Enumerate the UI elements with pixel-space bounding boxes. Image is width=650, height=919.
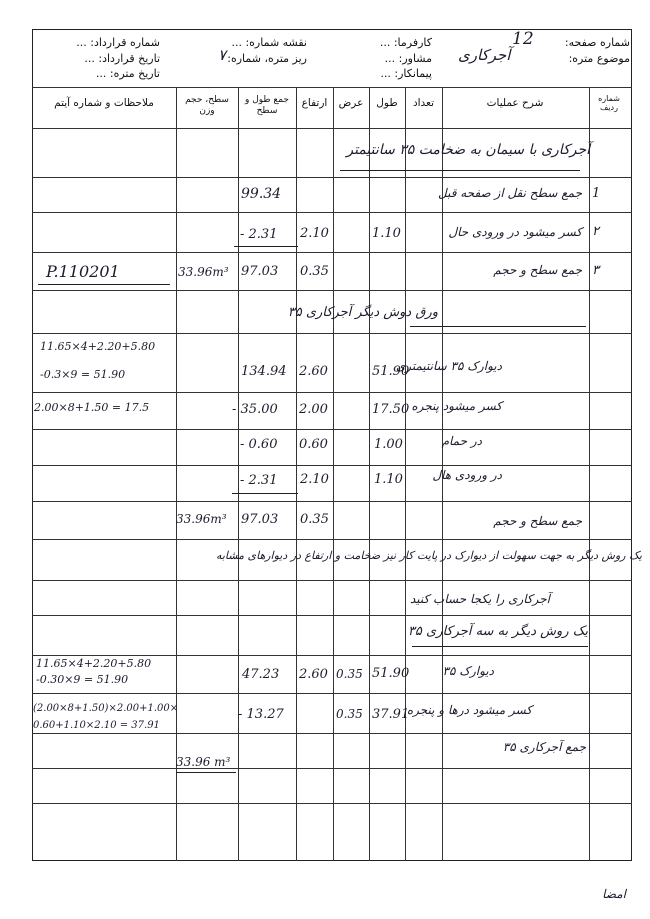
row-5-height: 2.00 <box>299 402 328 417</box>
row-line <box>32 333 632 334</box>
row-3-item-code: P.110201 <box>46 262 120 281</box>
row-line <box>32 429 632 430</box>
section-title-2: ورق دوش دیگر آجرکاری ۳۵ <box>287 305 438 320</box>
col-line-height <box>296 87 297 861</box>
row-line <box>32 252 632 253</box>
calc-4-line-2: 0.60+1.10×2.10 = 37.91 <box>33 720 160 731</box>
row-7-length: 1.10 <box>374 472 403 487</box>
detail-number-label: ریز متره، شماره: <box>227 52 307 65</box>
col-line-row-no <box>589 87 590 861</box>
row-8-volume: 33.96m³ <box>176 512 227 526</box>
row-2-length: 1.10 <box>372 226 401 241</box>
row-line <box>32 212 632 213</box>
row-9-sum: 47.23 <box>242 667 280 682</box>
title-underline <box>340 170 580 171</box>
row-line <box>32 733 632 734</box>
row-line <box>32 177 632 178</box>
row-line <box>32 803 632 804</box>
column-header-divider <box>32 128 632 129</box>
topic-label: موضوع متره: <box>568 52 630 65</box>
row-line <box>32 501 632 502</box>
row-line <box>32 693 632 694</box>
volume-underline <box>176 772 236 773</box>
row-line <box>32 655 632 656</box>
row-4-length: 51.90 <box>372 364 410 379</box>
col-line-count <box>405 87 406 861</box>
sum-underline <box>234 246 298 247</box>
title-underline <box>412 646 588 647</box>
row-line <box>32 539 632 540</box>
header-divider <box>32 87 632 88</box>
row-4-description: دیوارک ۳۵ سانتیمتری <box>395 359 502 373</box>
col-length: طول <box>376 97 398 109</box>
consultant-field: مشاور: ... <box>384 52 432 65</box>
row-8-description: جمع سطح و حجم <box>493 514 582 528</box>
row-5-length: 17.50 <box>372 402 410 417</box>
row-6-description: در حمام <box>441 434 482 448</box>
map-number-field: نقشه شماره: ... <box>231 36 307 49</box>
row-9-height: 2.60 <box>299 667 328 682</box>
row-10-sum: - 13.27 <box>238 707 284 722</box>
row-6-sum: - 0.60 <box>240 437 278 452</box>
calc-3-line-2: -0.30×9 = 51.90 <box>36 673 129 686</box>
signature-scribble: امضا <box>602 887 626 901</box>
row-11-volume: 33.96 m³ <box>176 755 231 769</box>
row-5-sum: - 35.00 <box>232 402 278 417</box>
col-description: شرح عملیات <box>486 97 544 109</box>
row-7-height: 2.10 <box>300 472 329 487</box>
row-10-width: 0.35 <box>336 707 363 721</box>
row-3-number: ۳ <box>592 263 599 278</box>
section-title-1: آجرکاری با سیمان به ضخامت ۳۵ سانتیمتر <box>346 142 590 158</box>
measure-date-field: تاریخ متره: ... <box>95 67 160 80</box>
col-notes: ملاحظات و شماره آیتم <box>54 97 154 109</box>
col-area-volume-weight: سطح، حجم وزن <box>185 95 229 116</box>
col-sum-length-area: جمع طول و سطح <box>245 95 289 116</box>
row-3-description: جمع سطح و حجم <box>493 263 582 277</box>
col-count: تعداد <box>412 97 435 109</box>
calc-1-line-2: -0.3×9 = 51.90 <box>40 368 126 381</box>
row-2-number: ۲ <box>592 224 599 239</box>
col-height: ارتفاع <box>301 97 328 109</box>
col-line-length <box>369 87 370 861</box>
row-8-width: 0.35 <box>300 512 329 527</box>
col-line-sum <box>238 87 239 861</box>
row-line <box>32 615 632 616</box>
row-5-description: کسر میشود پنجره <box>411 399 502 413</box>
sum-underline <box>232 493 298 494</box>
row-4-sum: 134.94 <box>241 364 287 379</box>
row-line <box>32 465 632 466</box>
contract-date-field: تاریخ قرارداد: ... <box>84 52 160 65</box>
row-1-sum: 99.34 <box>241 186 282 202</box>
row-3-width: 0.35 <box>300 264 329 279</box>
employer-field: کارفرما: ... <box>379 36 432 49</box>
row-9-length: 51.90 <box>372 666 410 681</box>
row-2-sum: - 2.31 <box>240 227 278 242</box>
row-10-length: 37.91 <box>372 707 410 722</box>
title-underline <box>410 326 586 327</box>
note-line-2: آجرکاری را یکجا حساب کنید <box>409 592 550 606</box>
topic-value: آجرکاری <box>458 46 511 64</box>
row-9-description: دیوارک ۳۵ <box>442 664 494 678</box>
row-3-sum: 97.03 <box>241 264 279 279</box>
row-11-description: جمع آجرکاری ۳۵ <box>502 740 586 754</box>
row-7-sum: - 2.31 <box>240 473 278 488</box>
contract-number-field: شماره قرارداد: ... <box>76 36 160 49</box>
row-10-description: کسر میشود درها و پنجره <box>406 703 532 717</box>
calc-4-line-1: (2.00×8+1.50)×2.00+1.00× <box>33 703 179 714</box>
contractor-field: پیمانکار: ... <box>380 67 432 80</box>
sheet-number-value: 12 <box>512 29 534 49</box>
row-6-length: 1.00 <box>374 437 403 452</box>
row-9-width: 0.35 <box>336 667 363 681</box>
row-2-height: 2.10 <box>300 226 329 241</box>
item-code-underline <box>38 284 170 285</box>
detail-number-value: ۷ <box>218 46 227 64</box>
calc-2: 2.00×8+1.50 = 17.5 <box>34 401 150 414</box>
section-title-3: یک روش دیگر به سه آجرکاری ۳۵ <box>407 624 588 639</box>
row-4-height: 2.60 <box>299 364 328 379</box>
col-width: عرض <box>338 97 364 109</box>
calc-1-line-1: 11.65×4+2.20+5.80 <box>40 340 156 353</box>
col-row-number: شماره ردیف <box>598 94 620 112</box>
col-line-width <box>333 87 334 861</box>
row-3-volume: 33.96m³ <box>178 265 229 279</box>
sheet-number-label: شماره صفحه: <box>564 36 630 49</box>
row-2-description: کسر میشود در ورودی حال <box>448 225 582 239</box>
col-line-volume <box>176 87 177 861</box>
row-7-description: در ورودی هال <box>432 468 502 482</box>
calc-3-line-1: 11.65×4+2.20+5.80 <box>36 657 152 670</box>
note-line-1: یک روش دیگر به جهت سهولت از دیوارک در پایت کار نیز ضخامت و ارتفاع در دیوارهای مشابه <box>215 549 642 562</box>
row-1-number: 1 <box>592 186 601 201</box>
row-8-sum: 97.03 <box>241 512 279 527</box>
row-line <box>32 392 632 393</box>
row-line <box>32 768 632 769</box>
row-line <box>32 580 632 581</box>
row-1-description: جمع سطح نقل از صفحه قبل <box>438 186 582 200</box>
row-6-height: 0.60 <box>299 437 328 452</box>
row-line <box>32 290 632 291</box>
